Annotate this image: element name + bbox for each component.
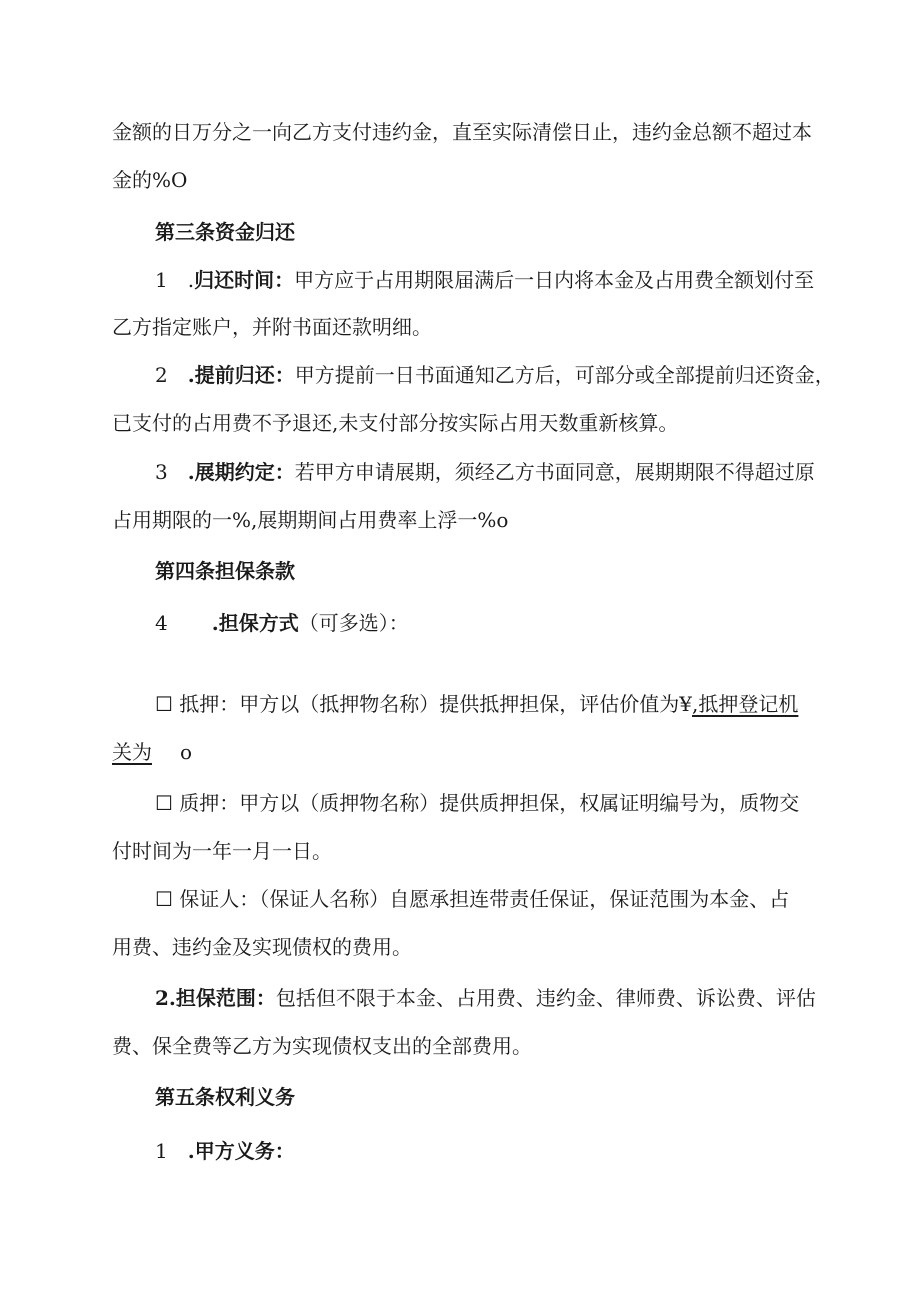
item-title: .甲方义务：: [187, 1139, 295, 1163]
article-3-item-3: [155, 458, 815, 486]
guarantor-text: ☐ 保证人：（保证人名称）自愿承担连带责任保证，保证范围为本金、占: [155, 887, 790, 911]
mortgage-registration-field: ,抵押登记机: [692, 692, 799, 716]
para-line: [112, 837, 332, 865]
mortgage-option: [155, 690, 798, 718]
para-line: [112, 506, 508, 534]
para-line: [112, 1032, 532, 1060]
para-line: [112, 409, 678, 437]
item-number: 1: [155, 1139, 168, 1163]
item-text: 甲方应于占用期限届满后一日内将本金及占用费全额划付至: [294, 268, 815, 292]
para-text: 金的%O: [112, 168, 188, 192]
para-text: 付时间为一年一月一日。: [112, 839, 332, 863]
item-text: 若甲方申请展期，须经乙方书面同意，展期期限不得超过原: [294, 460, 815, 484]
item-title: 归还时间：: [194, 268, 295, 292]
article-5-heading: 第五条权利义务: [155, 1085, 295, 1109]
article-4-heading: 第四条担保条款: [155, 559, 295, 583]
pledge-option: [155, 789, 799, 817]
article-3-item-1: [155, 266, 814, 294]
para-line: [112, 933, 412, 961]
item-title: .担保方式: [211, 611, 299, 635]
article-4-item-2: [155, 984, 816, 1012]
para-text: o: [180, 740, 193, 764]
article-5-item-1: [155, 1137, 295, 1165]
para-text: 费、保全费等乙方为实现债权支出的全部费用。: [112, 1034, 532, 1058]
item-title: .提前归还：: [187, 363, 295, 387]
item-text: 包括但不限于本金、占用费、违约金、律师费、诉讼费、评估: [275, 986, 816, 1010]
item-title: 2.担保范围：: [155, 986, 276, 1010]
para-line: [112, 313, 432, 341]
item-title: .展期约定：: [187, 460, 295, 484]
item-dot: .: [187, 268, 195, 292]
item-text: （可多选）：: [298, 611, 409, 635]
article-3-item-2: [155, 361, 835, 389]
mortgage-text: ☐ 抵押：甲方以（抵押物名称）提供抵押担保，评估价值为¥: [155, 692, 693, 716]
guarantor-option: [155, 885, 789, 913]
para-text: 乙方指定账户，并附书面还款明细。: [112, 315, 432, 339]
item-number: 4: [155, 611, 168, 635]
item-number: 3: [155, 460, 168, 484]
para-text: 占用期限的一%,展期期间占用费率上浮一%o: [112, 508, 509, 532]
para-line: [112, 738, 192, 766]
para-line: [112, 118, 812, 146]
para-text: 已支付的占用费不予退还,未支付部分按实际占用天数重新核算。: [112, 411, 679, 435]
para-text: 金额的日万分之一向乙方支付违约金，直至实际清偿日止，违约金总额不超过本: [112, 120, 812, 144]
para-text: 用费、违约金及实现债权的费用。: [112, 935, 412, 959]
item-number: 2: [155, 363, 168, 387]
item-text: 甲方提前一日书面通知乙方后，可部分或全部提前归还资金，: [294, 363, 835, 387]
mortgage-registration-field: 关为: [112, 740, 152, 764]
para-line: [112, 166, 187, 194]
article-4-item-1: [155, 609, 409, 637]
item-number: 1: [155, 268, 168, 292]
pledge-text: ☐ 质押：甲方以（质押物名称）提供质押担保，权属证明编号为，质物交: [155, 791, 800, 815]
article-3-heading: 第三条资金归还: [155, 220, 295, 244]
